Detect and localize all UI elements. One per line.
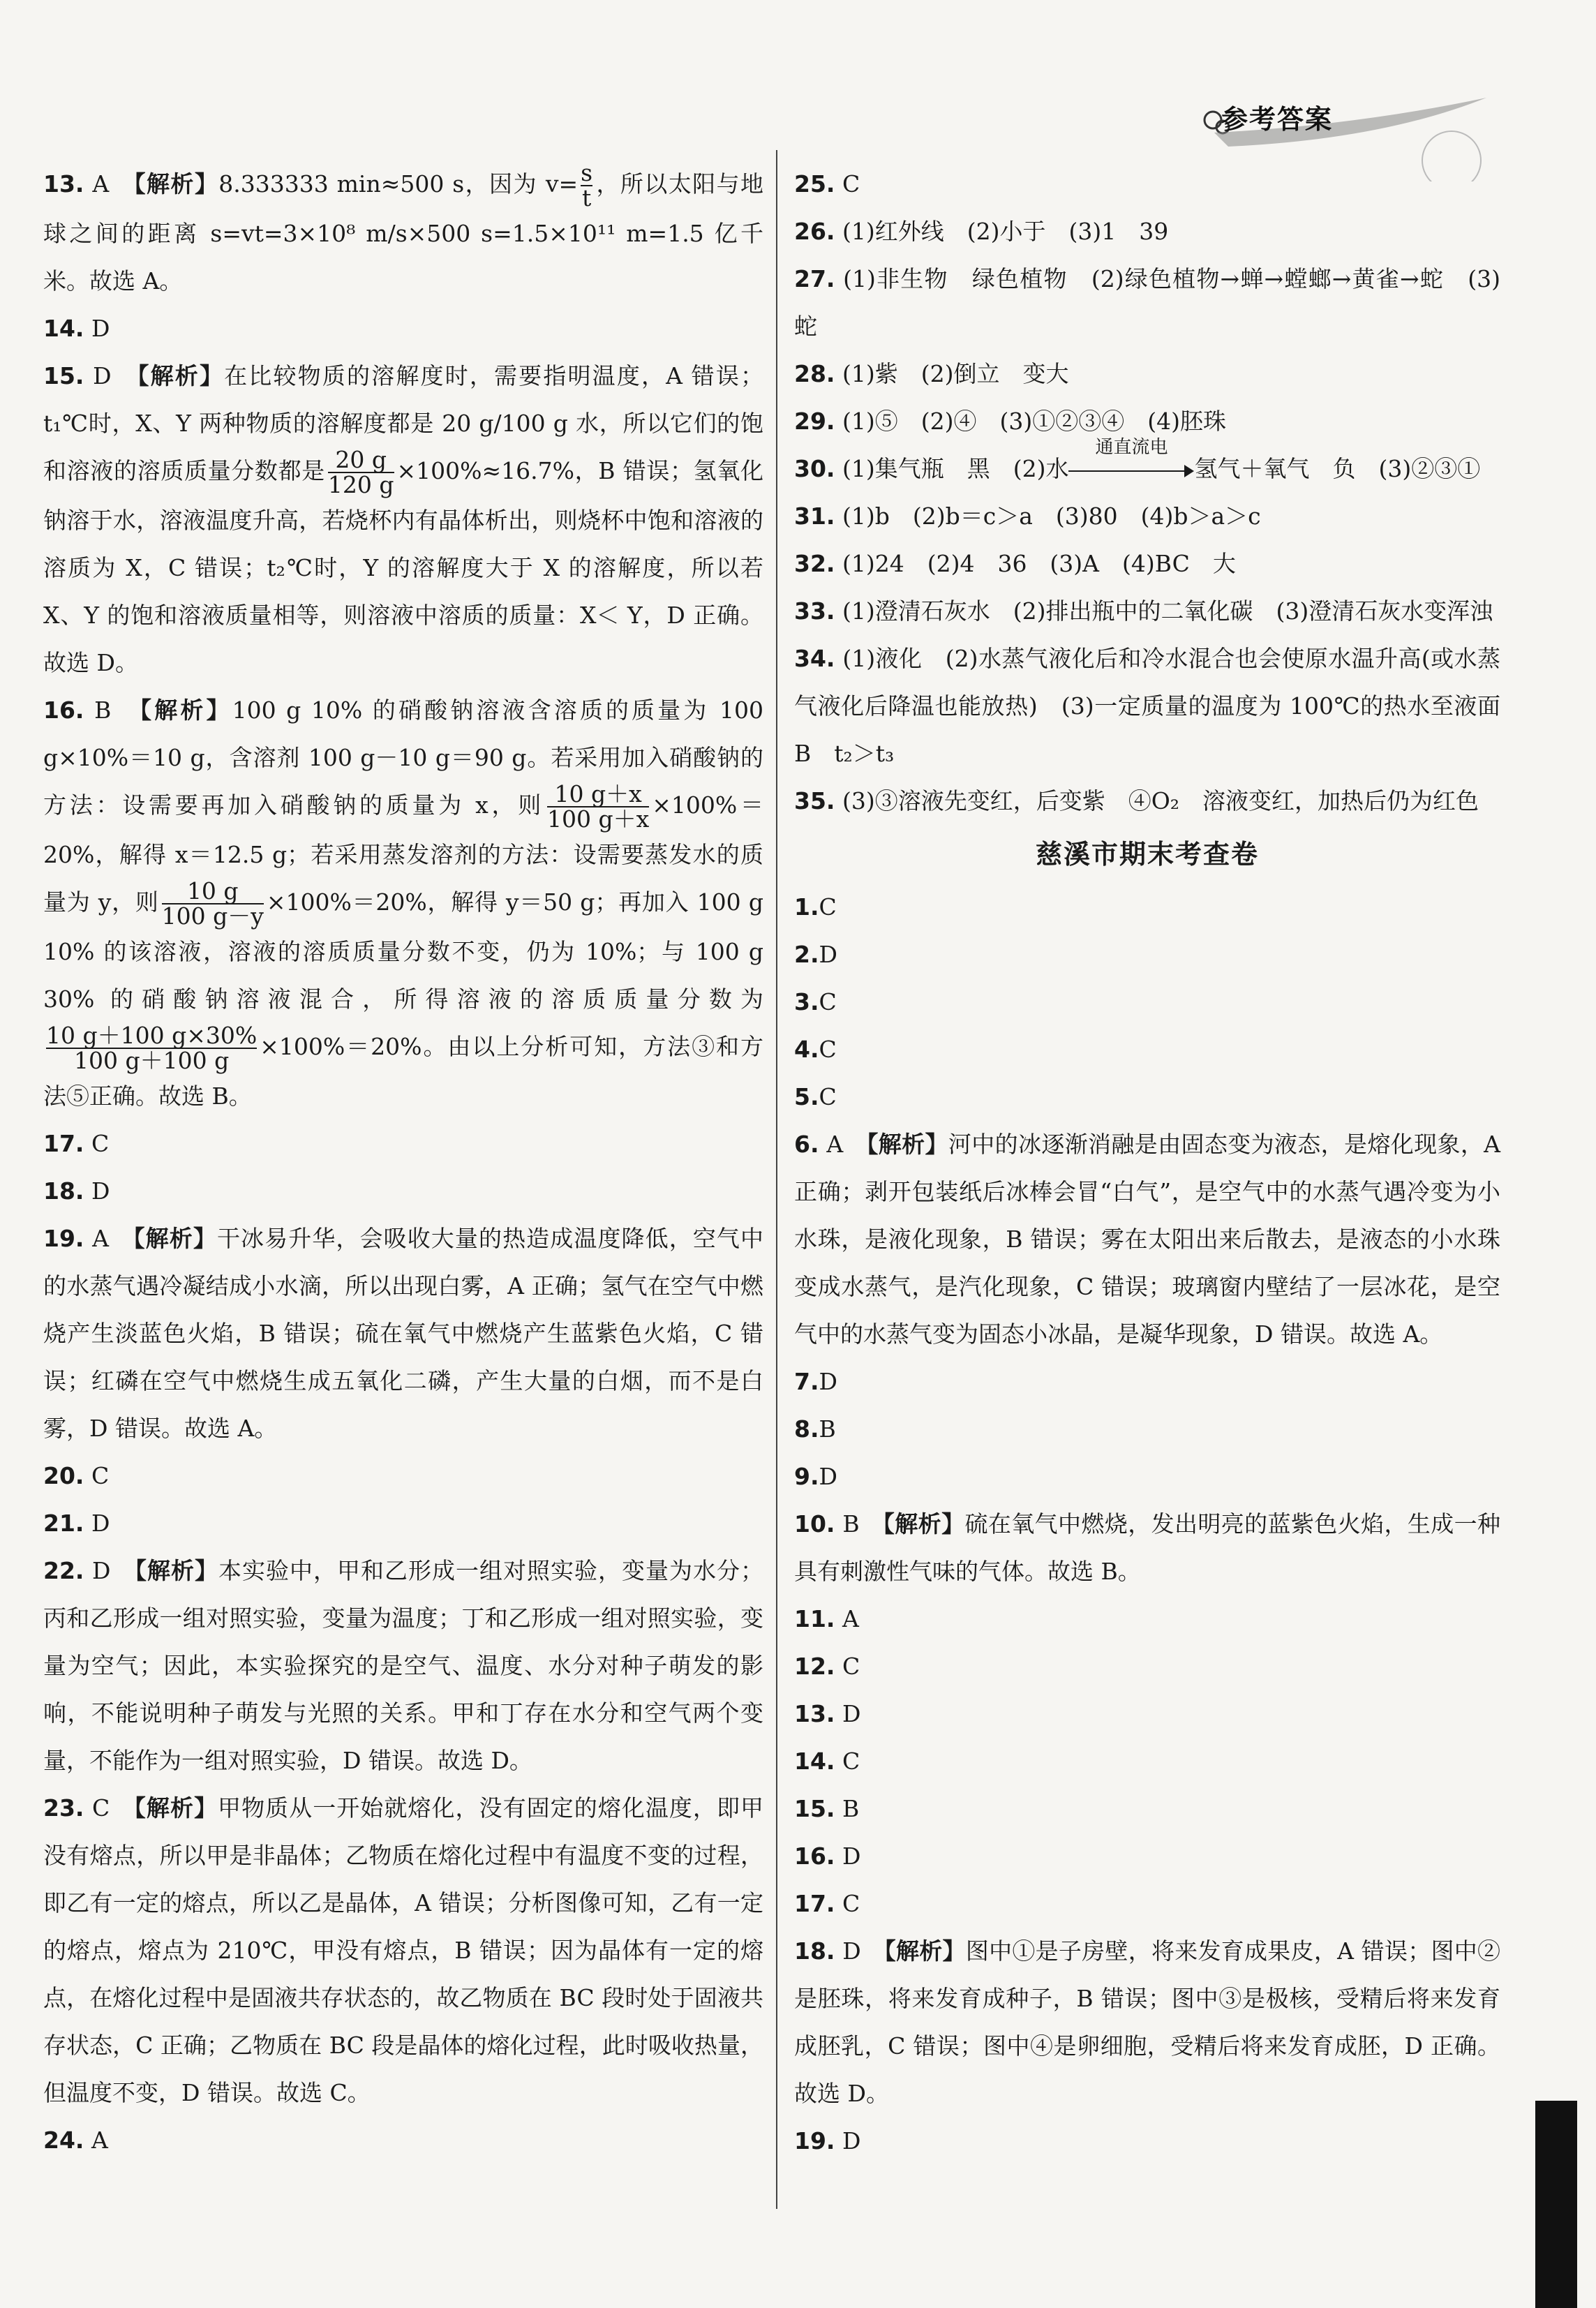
section-answer-17: 17. C bbox=[794, 1890, 860, 1917]
answer-17: 17. C bbox=[43, 1130, 110, 1157]
answer-15: 15. D 【解析】在比较物质的溶解度时，需要指明温度，A 错误；t₁℃时，X、Y 两种物质的溶解度都是 20 g/100 g 水，所以它们的饱和溶液的溶质质量分数都是 $\frac{20 g}{120 g}$ ×100%≈16.7%，B 错误；氢氧化钠溶于水，溶液温度升高，若烧杯内有晶体析出，则烧杯中饱和溶液的溶质为 X，C 错误；t₂℃时，Y 的溶解度大于 X 的溶解度，所以若 X、Y 的饱和溶液质量相等，则溶液中溶质的质量：X＜ Y，D 正确。故选 D。 bbox=[43, 362, 764, 676]
answer-34: 34. (1)液化 (2)水蒸气液化后和冷水混合也会使原水温升高(或水蒸气液化后降温也能放热) (3)一定质量的温度为 100℃的热水至液面 B t₂＞t₃ bbox=[794, 645, 1500, 767]
section-answer-6: 6. A 【解析】河中的冰逐渐消融是由固态变为液态，是熔化现象，A 正确；剥开包装纸后冰棒会冒“白气”，是空气中的水蒸气遇冷变为小水珠，是液化现象，B 错误；雾在太阳出来后散去，是液态的小水珠变成水蒸气，是汽化现象，C 错误；玻璃窗内壁结了一层冰花，是空气中的水蒸气变为固态小冰晶，是凝华现象，D 错误。故选 A。 bbox=[794, 1131, 1501, 1348]
reaction-arrow-icon: 通直流电 bbox=[1068, 456, 1194, 484]
fraction: $\frac{s}{t}$ bbox=[581, 159, 593, 211]
section-answer-16: 16. D bbox=[794, 1842, 861, 1870]
page-edge-shadow bbox=[1535, 2101, 1577, 2308]
answer-31: 31. (1)b (2)b＝c＞a (3)80 (4)b＞a＞c bbox=[794, 502, 1261, 530]
answer-33: 33. (1)澄清石灰水 (2)排出瓶中的二氧化碳 (3)澄清石灰水变浑浊 bbox=[794, 597, 1493, 625]
answer-19: 19. A 【解析】干冰易升华，会吸收大量的热造成温度降低，空气中的水蒸气遇冷凝结成小水滴，所以出现白雾，A 正确；氢气在空气中燃烧产生淡蓝色火焰，B 错误；硫在氧气中燃烧产生蓝紫色火焰，C 错误；红磷在空气中燃烧生成五氧化二磷，产生大量的白烟，而不是白雾，D 错误。故选 A。 bbox=[43, 1225, 764, 1442]
column-divider bbox=[776, 150, 777, 2209]
answer-20: 20. C bbox=[43, 1462, 110, 1489]
fraction: $\frac{10 g}{100 g-y}$ bbox=[161, 877, 264, 930]
fraction: $\frac{10 g+100 g\times 30\%}{100 g+100 g}$ bbox=[46, 1022, 258, 1074]
answer-23: 23. C 【解析】甲物质从一开始就熔化，没有固定的熔化温度，即甲没有熔点，所以甲是非晶体；乙物质在熔化过程中有温度不变的过程，即乙有一定的熔点，所以乙是晶体，A 错误；分析图像可知，乙有一定的熔点，熔点为 210℃，甲没有熔点，B 错误；因为晶体有一定的熔点，在熔化过程中是固液共存状态的，故乙物质在 BC 段时处于固液共存状态，C 正确；乙物质在 BC 段是晶体的熔化过程，此时吸收热量，但温度不变，D 错误。故选 C。 bbox=[43, 1794, 764, 2106]
answer-26: 26. (1)红外线 (2)小于 (3)1 39 bbox=[794, 218, 1169, 245]
answer-32: 32. (1)24 (2)4 36 (3)A (4)BC 大 bbox=[794, 550, 1236, 577]
answer-16: 16. B 【解析】100 g 10% 的硝酸钠溶液含溶质的质量为 100 g×10%＝10 g，含溶剂 100 g－10 g＝90 g。若采用加入硝酸钠的方法：设需要再加入硝酸钠的质量为 x，则 $\frac{10 g+x}{100 g+x}$ ×100%＝20%，解得 x＝12.5 g；若采用蒸发溶剂的方法：设需要蒸发水的质量为 y，则 $\frac{10 g}{100 g-y}$ ×100%＝20%，解得 y＝50 g；再加入 100 g 10% 的该溶液，溶液的溶质质量分数不变，仍为 10%；与 100 g 30% 的硝酸钠溶液混合，所得溶液的溶质质量分数为 $\frac{10 g+100 g\times 30\%}{100 g+100 g}$ ×100%＝20%。由以上分析可知，方法③和方法⑤正确。故选 B。 bbox=[43, 697, 764, 1110]
section-answer-11: 11. A bbox=[794, 1605, 859, 1632]
section-answer-18: 18. D 【解析】图中①是子房壁，将来发育成果皮，A 错误；图中②是胚珠，将来发育成种子，B 错误；图中③是极核，受精后将来发育成胚乳，C 错误；图中④是卵细胞，受精后将来发育成胚，D 正确。故选 D。 bbox=[794, 1937, 1501, 2107]
section-answer-9: 9.D bbox=[794, 1463, 837, 1490]
answer-29: 29. (1)⑤ (2)④ (3)①②③④ (4)胚珠 bbox=[794, 408, 1226, 435]
section-answer-5: 5.C bbox=[794, 1083, 837, 1110]
section-title: 慈溪市期末考查卷 bbox=[1035, 839, 1259, 870]
answer-22: 22. D 【解析】本实验中，甲和乙形成一组对照实验，变量为水分；丙和乙形成一组对照实验，变量为温度；丁和乙形成一组对照实验，变量为空气；因此，本实验探究的是空气、温度、水分对种子萌发的影响，不能说明种子萌发与光照的关系。甲和丁存在水分和空气两个变量，不能作为一组对照实验，D 错误。故选 D。 bbox=[43, 1557, 764, 1774]
fraction: $\frac{10 g+x}{100 g+x}$ bbox=[547, 780, 650, 833]
section-answer-3: 3.C bbox=[794, 988, 837, 1015]
answer-30: 30. (1)集气瓶 黑 (2)水 通直流电 氢气＋氧气 负 (3)②③① bbox=[794, 445, 1500, 493]
section-answer-15: 15. B bbox=[794, 1795, 860, 1822]
section-answer-7: 7.D bbox=[794, 1368, 837, 1395]
section-answer-1: 1.C bbox=[794, 893, 837, 921]
answer-28: 28. (1)紫 (2)倒立 变大 bbox=[794, 360, 1069, 387]
section-answer-19: 19. D bbox=[794, 2127, 861, 2154]
section-answer-4: 4.C bbox=[794, 1036, 837, 1063]
answer-14: 14. D bbox=[43, 315, 110, 342]
section-answer-2: 2.D bbox=[794, 941, 837, 968]
section-answer-14: 14. C bbox=[794, 1748, 860, 1775]
section-answer-13: 13. D bbox=[794, 1700, 861, 1727]
answer-35: 35. (3)③溶液先变红，后变紫 ④O₂ 溶液变红，加热后仍为红色 bbox=[794, 787, 1479, 814]
answer-13: 13. A 【解析】8.333333 min≈500 s，因为 v= $\frac{s}{t}$ ，所以太阳与地球之间的距离 s=vt=3×10⁸ m/s×500 s=1.5×10¹¹ m=1.5 亿千米。故选 A。 bbox=[43, 159, 763, 295]
right-column bbox=[794, 161, 1500, 2165]
answer-18: 18. D bbox=[43, 1177, 110, 1205]
answer-25: 25. C bbox=[794, 170, 860, 198]
section-answer-10: 10. B 【解析】硫在氧气中燃烧，发出明亮的蓝紫色火焰，生成一种具有刺激性气味的气体。故选 B。 bbox=[794, 1510, 1501, 1585]
answer-key-title: 参考答案 bbox=[1221, 104, 1334, 135]
answer-21: 21. D bbox=[43, 1510, 110, 1537]
answer-24: 24. A bbox=[43, 2127, 108, 2154]
section-answer-12: 12. C bbox=[794, 1653, 860, 1680]
fraction: $\frac{20 g}{120 g}$ bbox=[327, 446, 394, 498]
left-column bbox=[43, 161, 763, 2164]
answer-27: 27. (1)非生物 绿色植物 (2)绿色植物→蝉→螳螂→黄雀→蛇 (3)蛇 bbox=[794, 265, 1500, 340]
section-answer-8: 8.B bbox=[794, 1415, 836, 1443]
